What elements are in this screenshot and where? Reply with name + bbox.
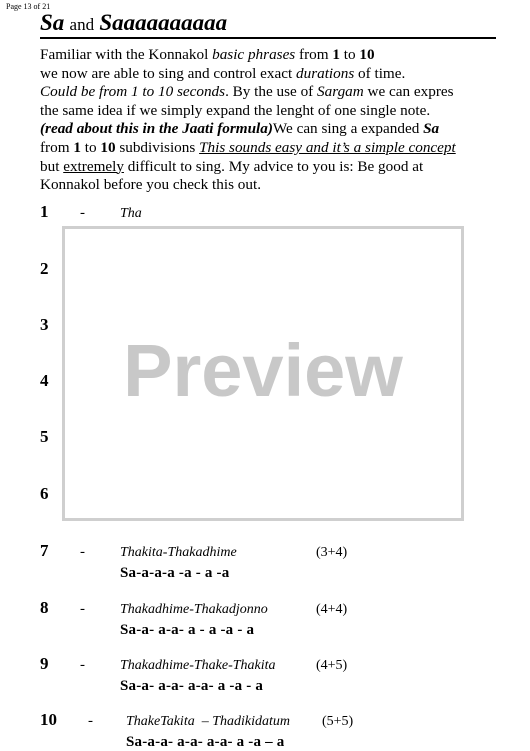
intro-line-4: the same idea if we simply expand the lenght of one single note. [40,101,431,119]
title-and: and [69,15,95,34]
row-phrase: Thakadhime-Thake-Thakita [120,658,276,673]
preview-watermark-text: Preview [123,329,403,412]
row-phrase: Thakita-Thakadhime [120,545,237,560]
intro-line-6: from 1 to 10 subdivisions This sounds easy and it’s a simple concept [40,138,456,156]
page-number: Page 13 of 21 [6,2,51,11]
row-phrase: Tha [120,206,142,221]
row-number: 10 [40,710,57,729]
row-phrase: ThakeTakita – Thadikidatum [126,714,290,729]
row-dash: - [80,544,85,560]
row-number: 6 [40,484,49,503]
title-sa: Sa [40,10,65,35]
row-grouping: (3+4) [316,545,348,560]
row-dash: - [88,713,93,729]
row-grouping: (4+4) [316,602,348,617]
intro-line-5: (read about this in the Jaati formula)We can sing a expanded Sa [40,120,440,138]
row-number: 7 [40,541,49,560]
row-number: 4 [40,371,49,390]
intro-line-7: but extremely difficult to sing. My advice to you is: Be good at [40,157,424,175]
row-number: 9 [40,654,49,673]
page-title [40,10,227,36]
row-grouping: (4+5) [316,658,348,673]
intro-line-1: Familiar with the Konnakol basic phrases from 1 to 10 [40,46,375,63]
row-dash: - [80,205,85,221]
intro-line-8: Konnakol before you check this out. [40,176,262,194]
title-underline [40,37,496,39]
row-syllables: Sa-a- a-a- a-a- a -a - a [120,678,264,694]
row-number: 8 [40,598,49,617]
intro-line-3: Could be from 1 to 10 seconds. By the use of Sargam we can expres [40,83,454,101]
row-grouping: (5+5) [322,714,354,729]
row-dash: - [80,601,85,617]
row-syllables: Sa-a-a-a -a - a -a [120,565,230,581]
intro-line-2: we now are able to sing and control exact durations of time. [40,64,406,82]
row-number: 2 [40,259,49,278]
intro-paragraph [40,46,510,195]
title-saaa: Saaaaaaaaaa [99,10,228,35]
row-phrase: Thakadhime-Thakadjonno [120,602,268,617]
row-number: 3 [40,315,49,334]
row-syllables: Sa-a-a- a-a- a-a- a -a – a [126,734,285,750]
row-number: 5 [40,427,49,446]
row-dash: - [80,657,85,673]
row-syllables: Sa-a- a-a- a - a -a - a [120,622,255,638]
row-number: 1 [40,202,49,221]
